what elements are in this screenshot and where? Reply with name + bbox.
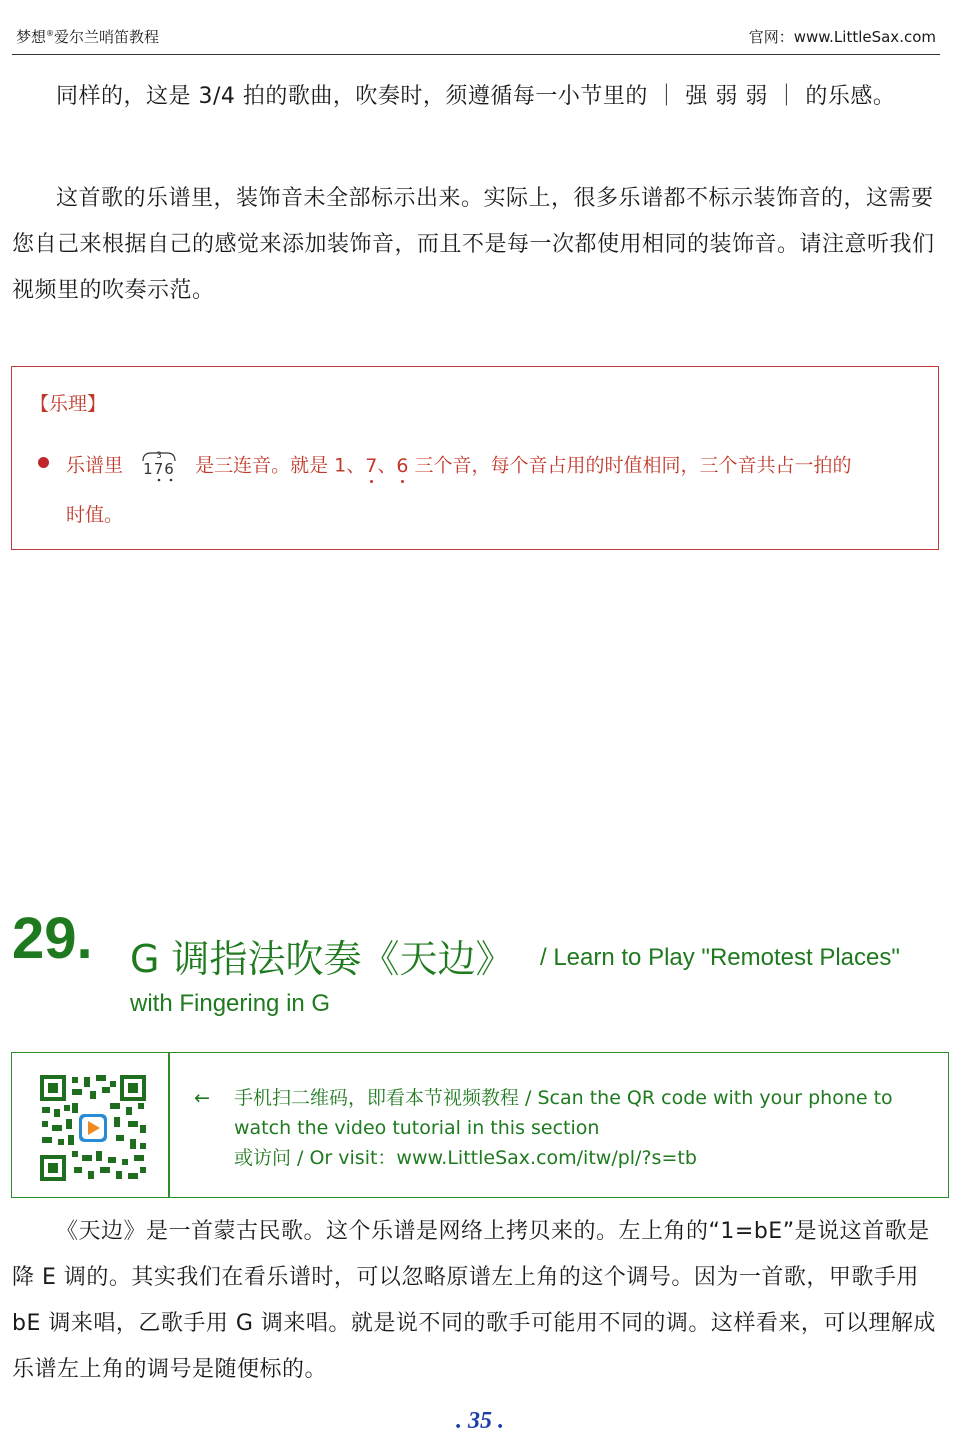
theory-line-2: 时值。 xyxy=(66,504,124,526)
triplet-notation-icon xyxy=(139,449,179,483)
note-6-low: 6 xyxy=(396,454,409,477)
left-arrow-icon: ← xyxy=(194,1087,210,1109)
triplet-notes: 176 xyxy=(143,460,175,478)
qr-code-icon[interactable] xyxy=(38,1073,148,1183)
paragraph-rhythm: 同样的，这是 3/4 拍的歌曲，吹奏时，须遵循每一小节里的 ｜ 强 弱 弱 ｜ 的乐感。 xyxy=(56,84,896,109)
video-qr-box xyxy=(11,1052,949,1198)
theory-line-1: 乐谱里 3 176 是三连音。就是 1、7、6 三个音，每个音占用的时值相同，三个音共占一拍的 xyxy=(66,449,852,483)
bullet-icon xyxy=(38,457,49,468)
section-number: 29. xyxy=(12,906,93,971)
brand-title: 梦想®爱尔兰哨笛教程 xyxy=(16,28,160,46)
music-theory-box xyxy=(11,366,939,550)
triplet-number: 3 xyxy=(156,451,162,461)
site-url[interactable]: 官网：www.LittleSax.com xyxy=(748,28,936,46)
section-title: G 调指法吹奏《天边》 xyxy=(130,937,514,981)
theory-label: 【乐理】 xyxy=(30,393,107,415)
note-7-low: 7 xyxy=(365,454,378,477)
paragraph-song-intro: 《天边》是一首蒙古民歌。这个乐谱是网络上拷贝来的。左上角的“1=bE”是说这首歌是降 E 调的。其实我们在看乐谱时，可以忽略原谱左上角的这个调号。因为一首歌，甲歌手用 bE 调来唱，乙歌手用 G 调来唱。就是说不同的歌手可能用不同的调。这样看来，可以理解成乐谱左上角的调号是随便标的。 xyxy=(12,1219,936,1382)
qr-instructions: ← 手机扫二维码，即看本节视频教程 / Scan the QR code with your phone to watch the video tutorial in this section 或访问 / Or visit：www.LittleSax.com/itw/pl/?s=tb xyxy=(194,1083,893,1173)
section-title-english: / Learn to Play "Remotest Places" xyxy=(540,944,900,971)
visit-url-link[interactable]: 或访问 / Or visit：www.LittleSax.com/itw/pl/?s=tb xyxy=(234,1147,697,1169)
section-title-english-cont: with Fingering in G xyxy=(130,990,331,1017)
paragraph-ornaments: 这首歌的乐谱里，装饰音未全部标示出来。实际上，很多乐谱都不标示装饰音的，这需要您自己来根据自己的感觉来添加装饰音，而且不是每一次都使用相同的装饰音。请注意听我们视频里的吹奏示范。 xyxy=(12,186,935,303)
page-header xyxy=(12,18,940,55)
qr-divider xyxy=(168,1053,170,1197)
page-number: . 35 . xyxy=(456,1408,504,1434)
